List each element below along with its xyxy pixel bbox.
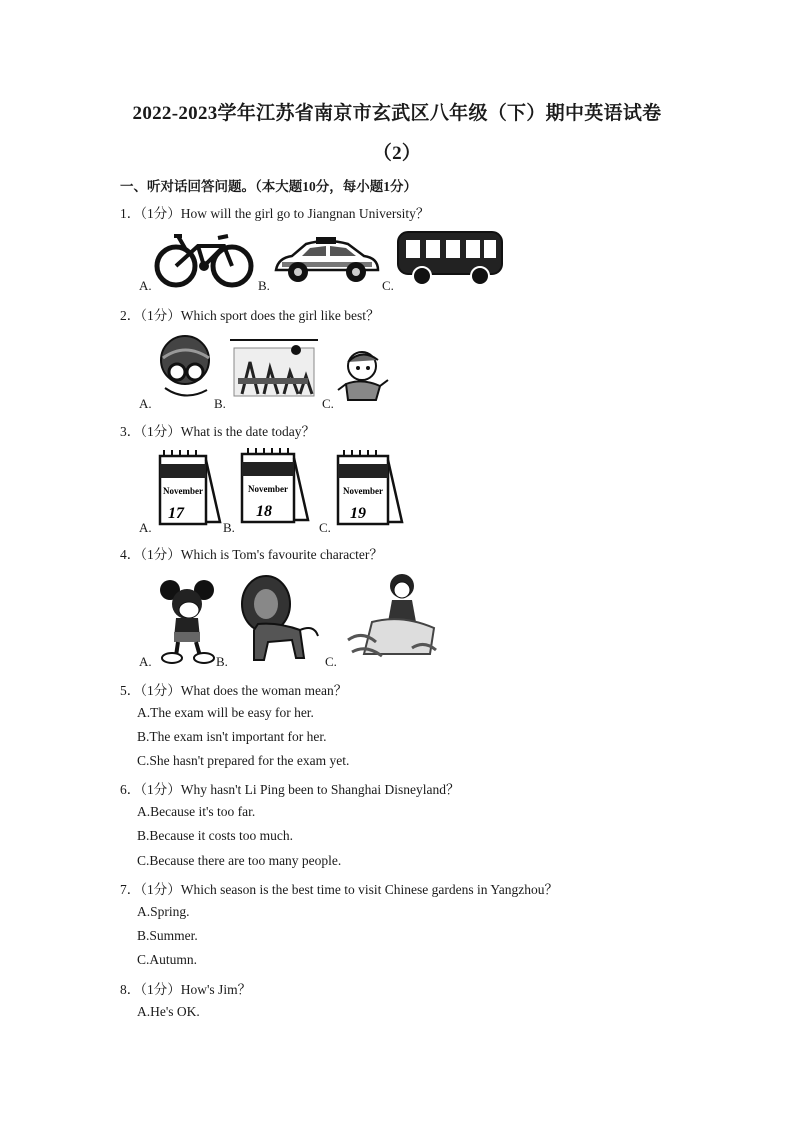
q4-option-b: B. (216, 654, 228, 669)
calendar-icon (156, 450, 222, 528)
calendar-day: 19 (350, 505, 366, 522)
q2-option-c: C. (322, 396, 334, 411)
calendar-month: November (248, 484, 288, 494)
question-8: 8．（1分）How's Jim？ (120, 982, 252, 997)
q6-option-b: B.Because it costs too much. (137, 828, 293, 843)
q5-option-a: A.The exam will be easy for her. (137, 705, 314, 720)
calendar-day: 17 (168, 505, 184, 522)
q6-option-a: A.Because it's too far. (137, 804, 256, 819)
q3-option-a: A. (139, 520, 152, 535)
bus-icon (396, 230, 504, 286)
princess-icon (342, 570, 440, 664)
page-title-suffix: （2） (372, 143, 422, 164)
skier-icon (336, 348, 390, 404)
taxi-icon (272, 234, 382, 286)
q1-option-c: C. (382, 278, 394, 293)
mickey-icon (160, 578, 216, 664)
question-3: 3．（1分）What is the date today？ (120, 424, 315, 439)
question-1: 1．（1分）How will the girl go to Jiangnan University？ (120, 206, 430, 221)
calendar-icon (238, 448, 310, 528)
calendar-month: November (343, 486, 383, 496)
q7-option-c: C.Autumn. (137, 952, 198, 967)
question-2: 2．（1分）Which sport does the girl like best？ (120, 308, 380, 323)
q6-option-c: C.Because there are too many people. (137, 853, 342, 868)
q1-option-b: B. (258, 278, 270, 293)
q8-option-a: A.He's OK. (137, 1004, 200, 1019)
question-4: 4．（1分）Which is Tom's favourite character？ (120, 547, 383, 562)
calendar-icon (334, 450, 404, 528)
q7-option-b: B.Summer. (137, 928, 198, 943)
q4-option-a: A. (139, 654, 152, 669)
q2-option-b: B. (214, 396, 226, 411)
q3-option-b: B. (223, 520, 235, 535)
question-7: 7．（1分）Which season is the best time to visit Chinese gardens in Yangzhou？ (120, 882, 558, 897)
q5-option-c: C.She hasn't prepared for the exam yet. (137, 753, 350, 768)
q4-option-c: C. (325, 654, 337, 669)
bicycle-icon (152, 228, 256, 288)
question-6: 6．（1分）Why hasn't Li Ping been to Shanghai Disneyland？ (120, 782, 460, 797)
lion-icon (238, 574, 322, 664)
q3-option-c: C. (319, 520, 331, 535)
page-title: 2022-2023学年江苏省南京市玄武区八年级（下）期中英语试卷 (132, 103, 662, 124)
swimmer-icon (155, 332, 217, 404)
q7-option-a: A.Spring. (137, 904, 190, 919)
question-5: 5．（1分）What does the woman mean？ (120, 683, 348, 698)
q5-option-b: B.The exam isn't important for her. (137, 729, 327, 744)
calendar-day: 18 (256, 503, 272, 520)
q2-option-a: A. (139, 396, 152, 411)
section-heading: 一、听对话回答问题。（本大题10分，每小题1分） (120, 179, 417, 194)
calendar-month: November (163, 486, 203, 496)
q1-option-a: A. (139, 278, 152, 293)
runners-icon (228, 338, 320, 404)
